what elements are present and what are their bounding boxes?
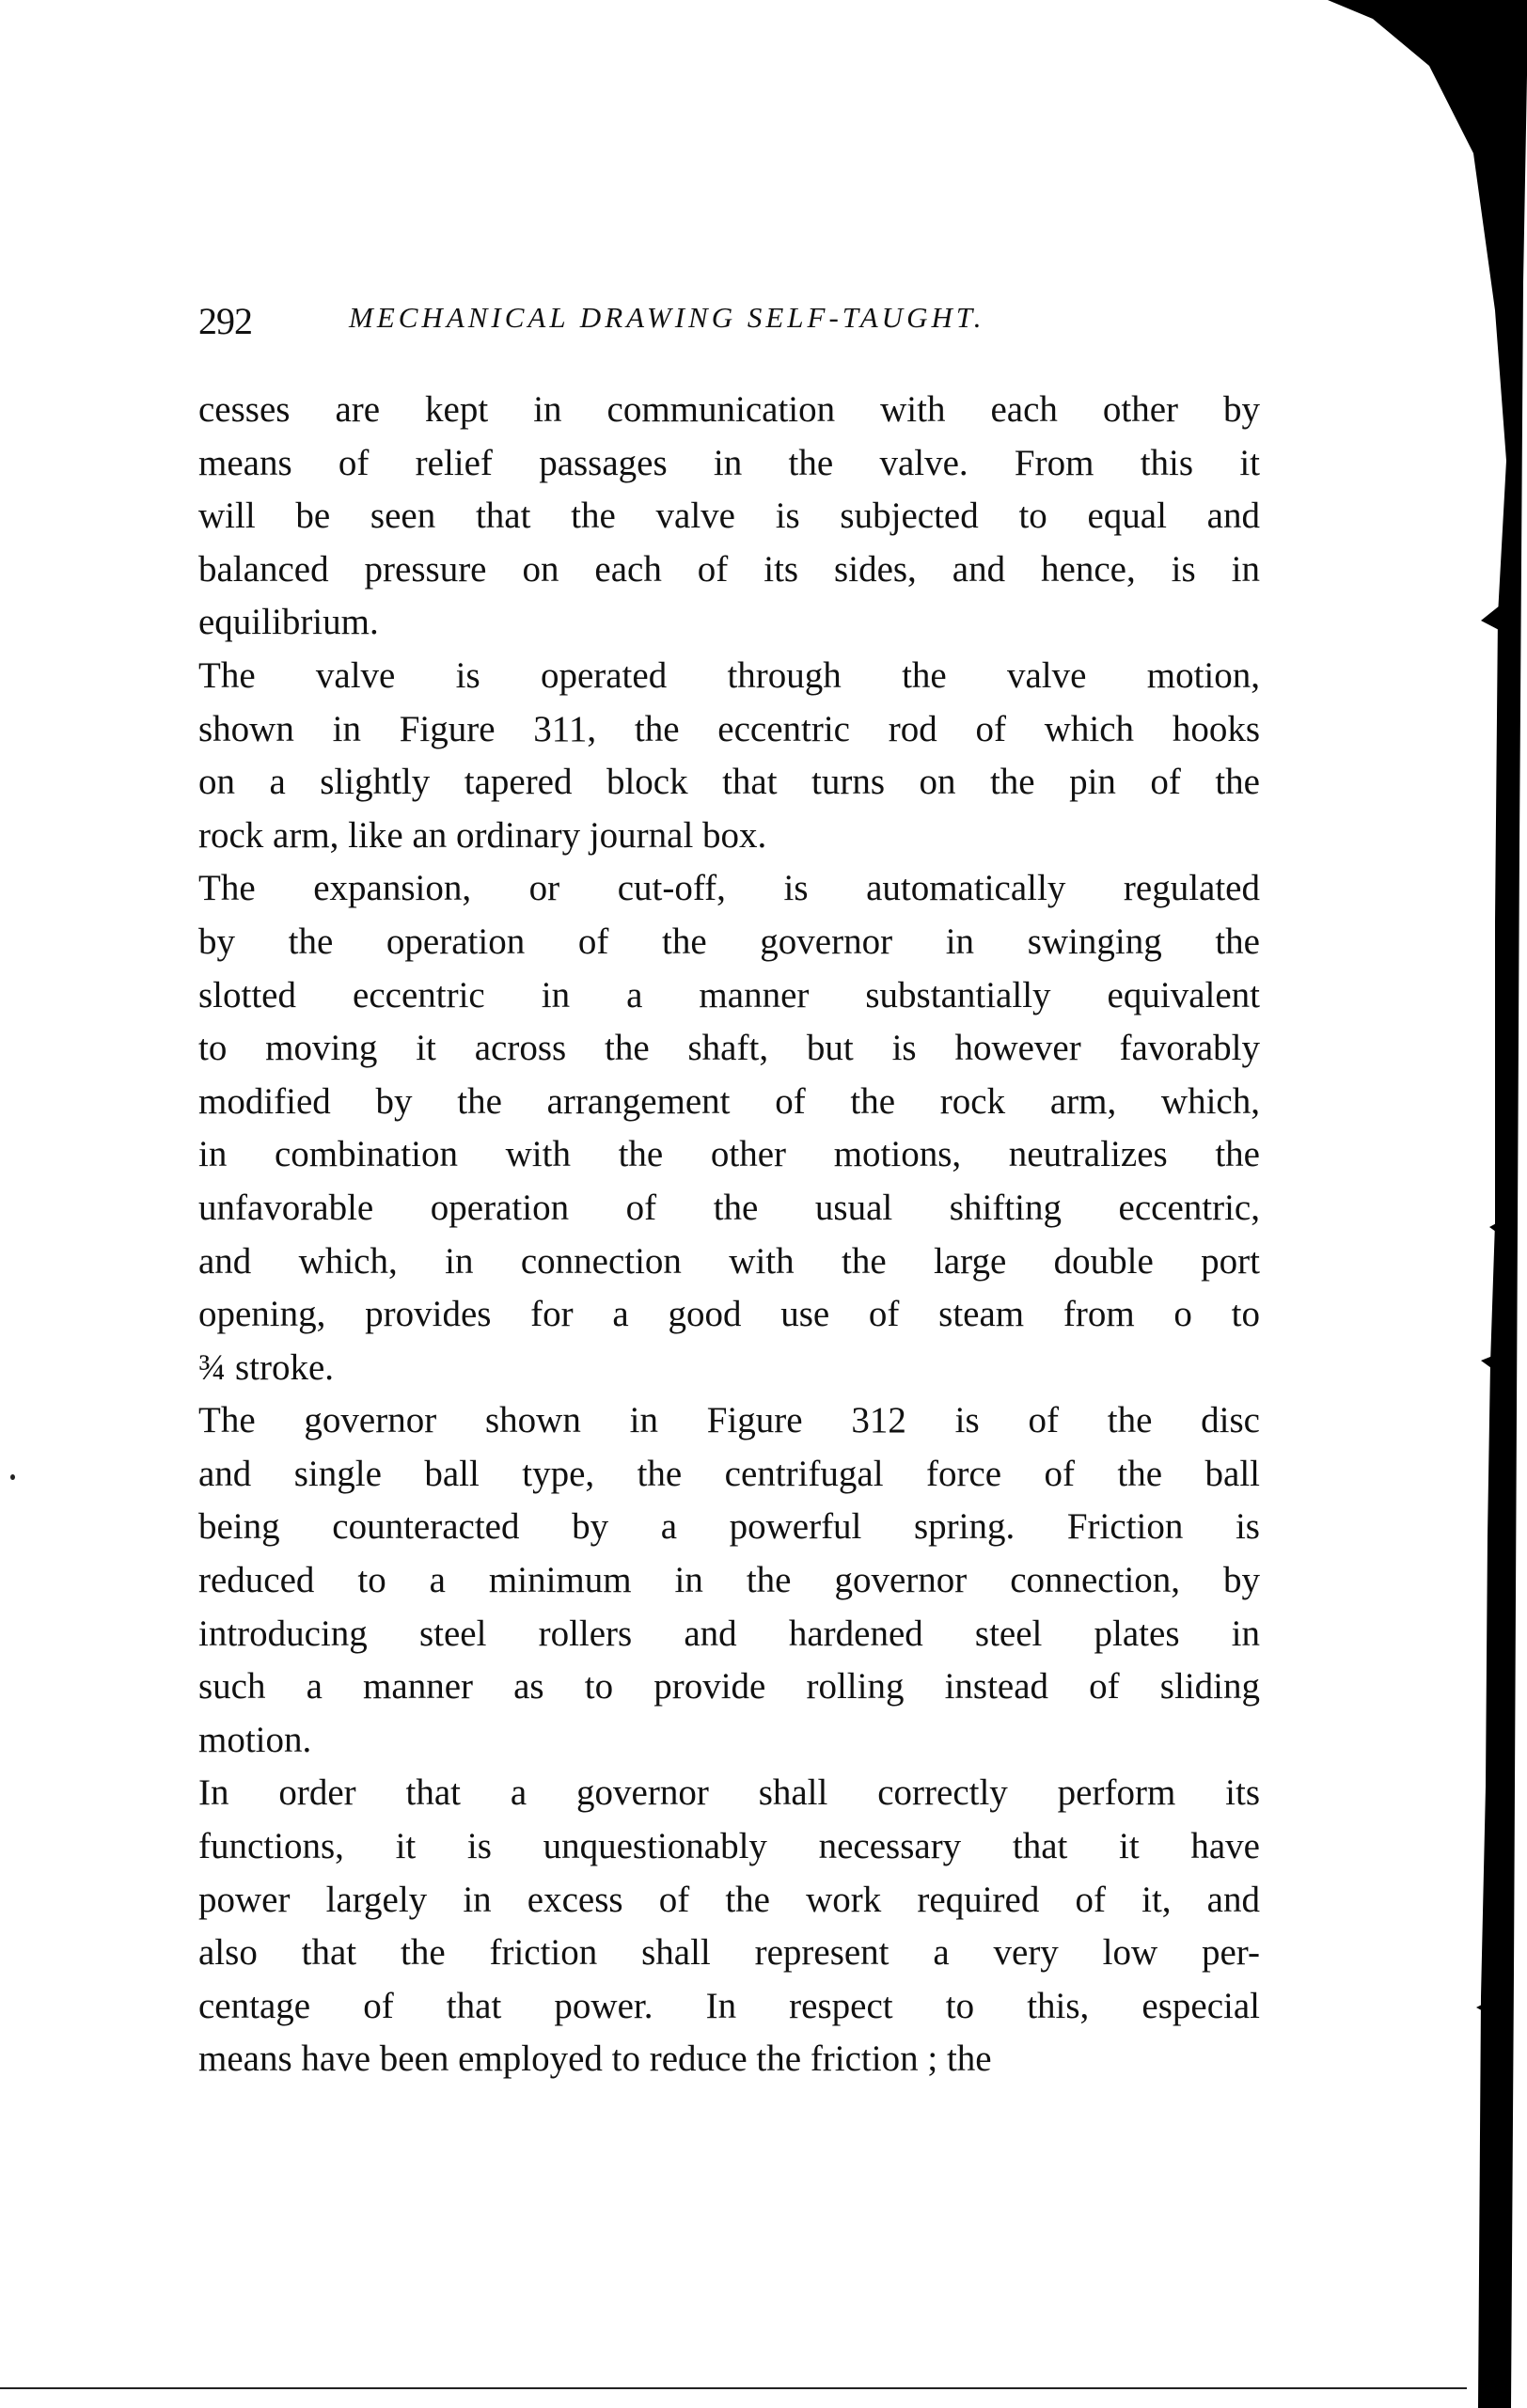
text-line: ¾ stroke. <box>198 1346 335 1388</box>
paragraph <box>198 650 1260 862</box>
text-line: cesses are kept in communication with each other by <box>198 389 1260 430</box>
paragraph <box>198 862 1260 1394</box>
text-line: introducing steel rollers and hardened steel plates in <box>198 1613 1260 1654</box>
text-line: means have been employed to reduce the friction ; the <box>198 2038 992 2080</box>
text-line: The expansion, or cut-off, is automatically regulated <box>198 868 1260 909</box>
running-title: MECHANICAL DRAWING SELF-TAUGHT. <box>349 301 985 334</box>
bottom-rule <box>0 2387 1467 2389</box>
text-line: on a slightly tapered block that turns on the pin of the <box>198 762 1260 803</box>
scan-speck <box>10 1474 15 1480</box>
paragraph <box>198 384 1260 650</box>
text-line: such a manner as to provide rolling instead of sliding <box>198 1666 1260 1708</box>
text-line: in combination with the other motions, neutralizes the <box>198 1134 1260 1175</box>
text-line: rock arm, like an ordinary journal box. <box>198 814 767 856</box>
page-header <box>198 299 1260 355</box>
text-line: balanced pressure on each of its sides, and hence, is in <box>198 548 1260 590</box>
text-line: slotted eccentric in a manner substantially equivalent <box>198 974 1260 1015</box>
text-line: to moving it across the shaft, but is however favorably <box>198 1028 1260 1069</box>
text-line: unfavorable operation of the usual shifting eccentric, <box>198 1187 1260 1228</box>
text-line: The valve is operated through the valve motion, <box>198 654 1260 696</box>
text-line: power largely in excess of the work required of it, and <box>198 1879 1260 1920</box>
page-number: 292 <box>198 300 252 342</box>
text-line: opening, provides for a good use of steam from o to <box>198 1294 1260 1335</box>
text-line: The governor shown in Figure 312 is of the disc <box>198 1400 1260 1441</box>
text-line: motion. <box>198 1719 312 1760</box>
text-line: equilibrium. <box>198 602 379 643</box>
text-line: means of relief passages in the valve. From this it <box>198 442 1260 483</box>
text-line: centage of that power. In respect to this, especial <box>198 1985 1260 2026</box>
paragraph <box>198 1767 1260 2086</box>
text-line: modified by the arrangement of the rock arm, which, <box>198 1080 1260 1122</box>
text-line: and which, in connection with the large double port <box>198 1240 1260 1282</box>
text-line: being counteracted by a powerful spring. Friction is <box>198 1506 1260 1548</box>
text-line: and single ball type, the centrifugal force of the ball <box>198 1453 1260 1494</box>
text-line: reduced to a minimum in the governor connection, by <box>198 1560 1260 1601</box>
paragraph <box>198 1394 1260 1767</box>
text-line: In order that a governor shall correctly perform its <box>198 1772 1260 1814</box>
text-line: functions, it is unquestionably necessary that it have <box>198 1826 1260 1867</box>
text-line: by the operation of the governor in swinging the <box>198 921 1260 962</box>
text-line: also that the friction shall represent a very low per- <box>198 1932 1260 1974</box>
text-line: shown in Figure 311, the eccentric rod of which hooks <box>198 708 1260 749</box>
page-body-text <box>198 384 1260 2086</box>
text-line: will be seen that the valve is subjected to equal and <box>198 496 1260 537</box>
